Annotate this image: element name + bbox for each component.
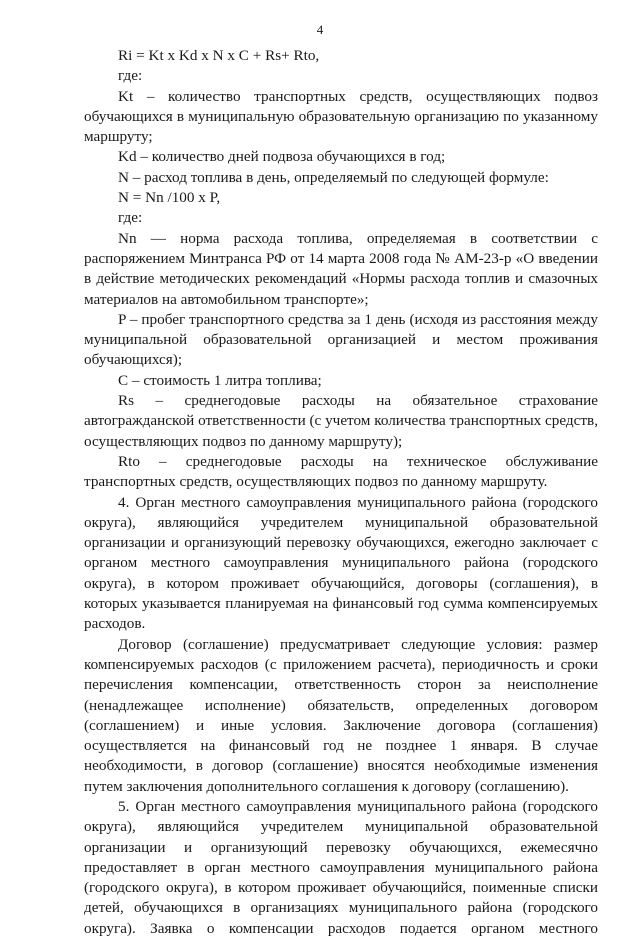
clause-4: 4. Орган местного самоуправления муниципального района (городского округа), являющийся учредителем муниципальной образовательной организации и организующий перевозку обучающихся, ежегодно заключает с органом местного самоуправления муниципального района (городского округа), в котором проживает обучающийся, договоры (соглашения), в которых указывается планируемая на финансовый год сумма компенсируемых расходов. <box>84 493 598 633</box>
definition-rto: Rto – среднегодовые расходы на техническое обслуживание транспортных средств, осуществляющих подвоз по данному маршруту. <box>84 452 598 491</box>
definition-n: N – расход топлива в день, определяемый по следующей формуле: <box>118 168 549 186</box>
document-body <box>84 46 598 939</box>
clause-5: 5. Орган местного самоуправления муниципального района (городского округа), являющийся учредителем муниципальной образовательной организации и организующий перевозку обучающихся, ежемесячно предоставляет в орган местного самоуправления муниципального района (городского округа), в котором проживает обучающийся, поименные списки детей, обучающихся в организациях муниципального района (городского округа). Заявка о компенсации расходов подается органом местного <box>84 797 598 937</box>
definition-kt: Kt – количество транспортных средств, осуществляющих подвоз обучающихся в муниципальную образовательную организацию по указанному маршруту; <box>84 87 598 146</box>
definition-rs: Rs – среднегодовые расходы на обязательное страхование автогражданской ответственности (с учетом количества транспортных средств, осуществляющих подвоз по данному маршруту); <box>84 392 599 450</box>
definition-p: P – пробег транспортного средства за 1 день (исходя из расстояния между муниципальной образовательной организацией и местом проживания обучающихся); <box>84 310 598 369</box>
contract-terms: Договор (соглашение) предусматривает следующие условия: размер компенсируемых расходов (с приложением расчета), периодичность и сроки перечисления компенсации, ответственность сторон за неисполнение (ненадлежащее исполнение) обязательств, определенных договором (соглашением) и иные условия. Заключение договора (соглашения) осуществляется на финансовый год не позднее 1 января. В случае необходимости, в договор (соглашение) вносятся необходимые изменения путем заключения дополнительного соглашения к договору (соглашению). <box>84 635 598 795</box>
where-label-2: где: <box>118 209 143 227</box>
formula-n: N = Nn /100 x P, <box>118 189 221 207</box>
where-label: где: <box>118 67 143 85</box>
definition-nn: Nn — норма расхода топлива, определяемая в соответствии с распоряжением Минтранса РФ от 14 марта 2008 года № АМ-23-р «О введении в действие методических рекомендаций «Нормы расхода топлив и смазочных материалов на автомобильном транспорте»; <box>84 229 598 308</box>
definition-kd: Kd – количество дней подвоза обучающихся в год; <box>118 148 446 166</box>
page-number: 4 <box>316 22 324 37</box>
formula-ri: Ri = Kt x Kd x N x C + Rs+ Rto, <box>118 47 320 64</box>
definition-c: C – стоимость 1 литра топлива; <box>118 371 322 389</box>
